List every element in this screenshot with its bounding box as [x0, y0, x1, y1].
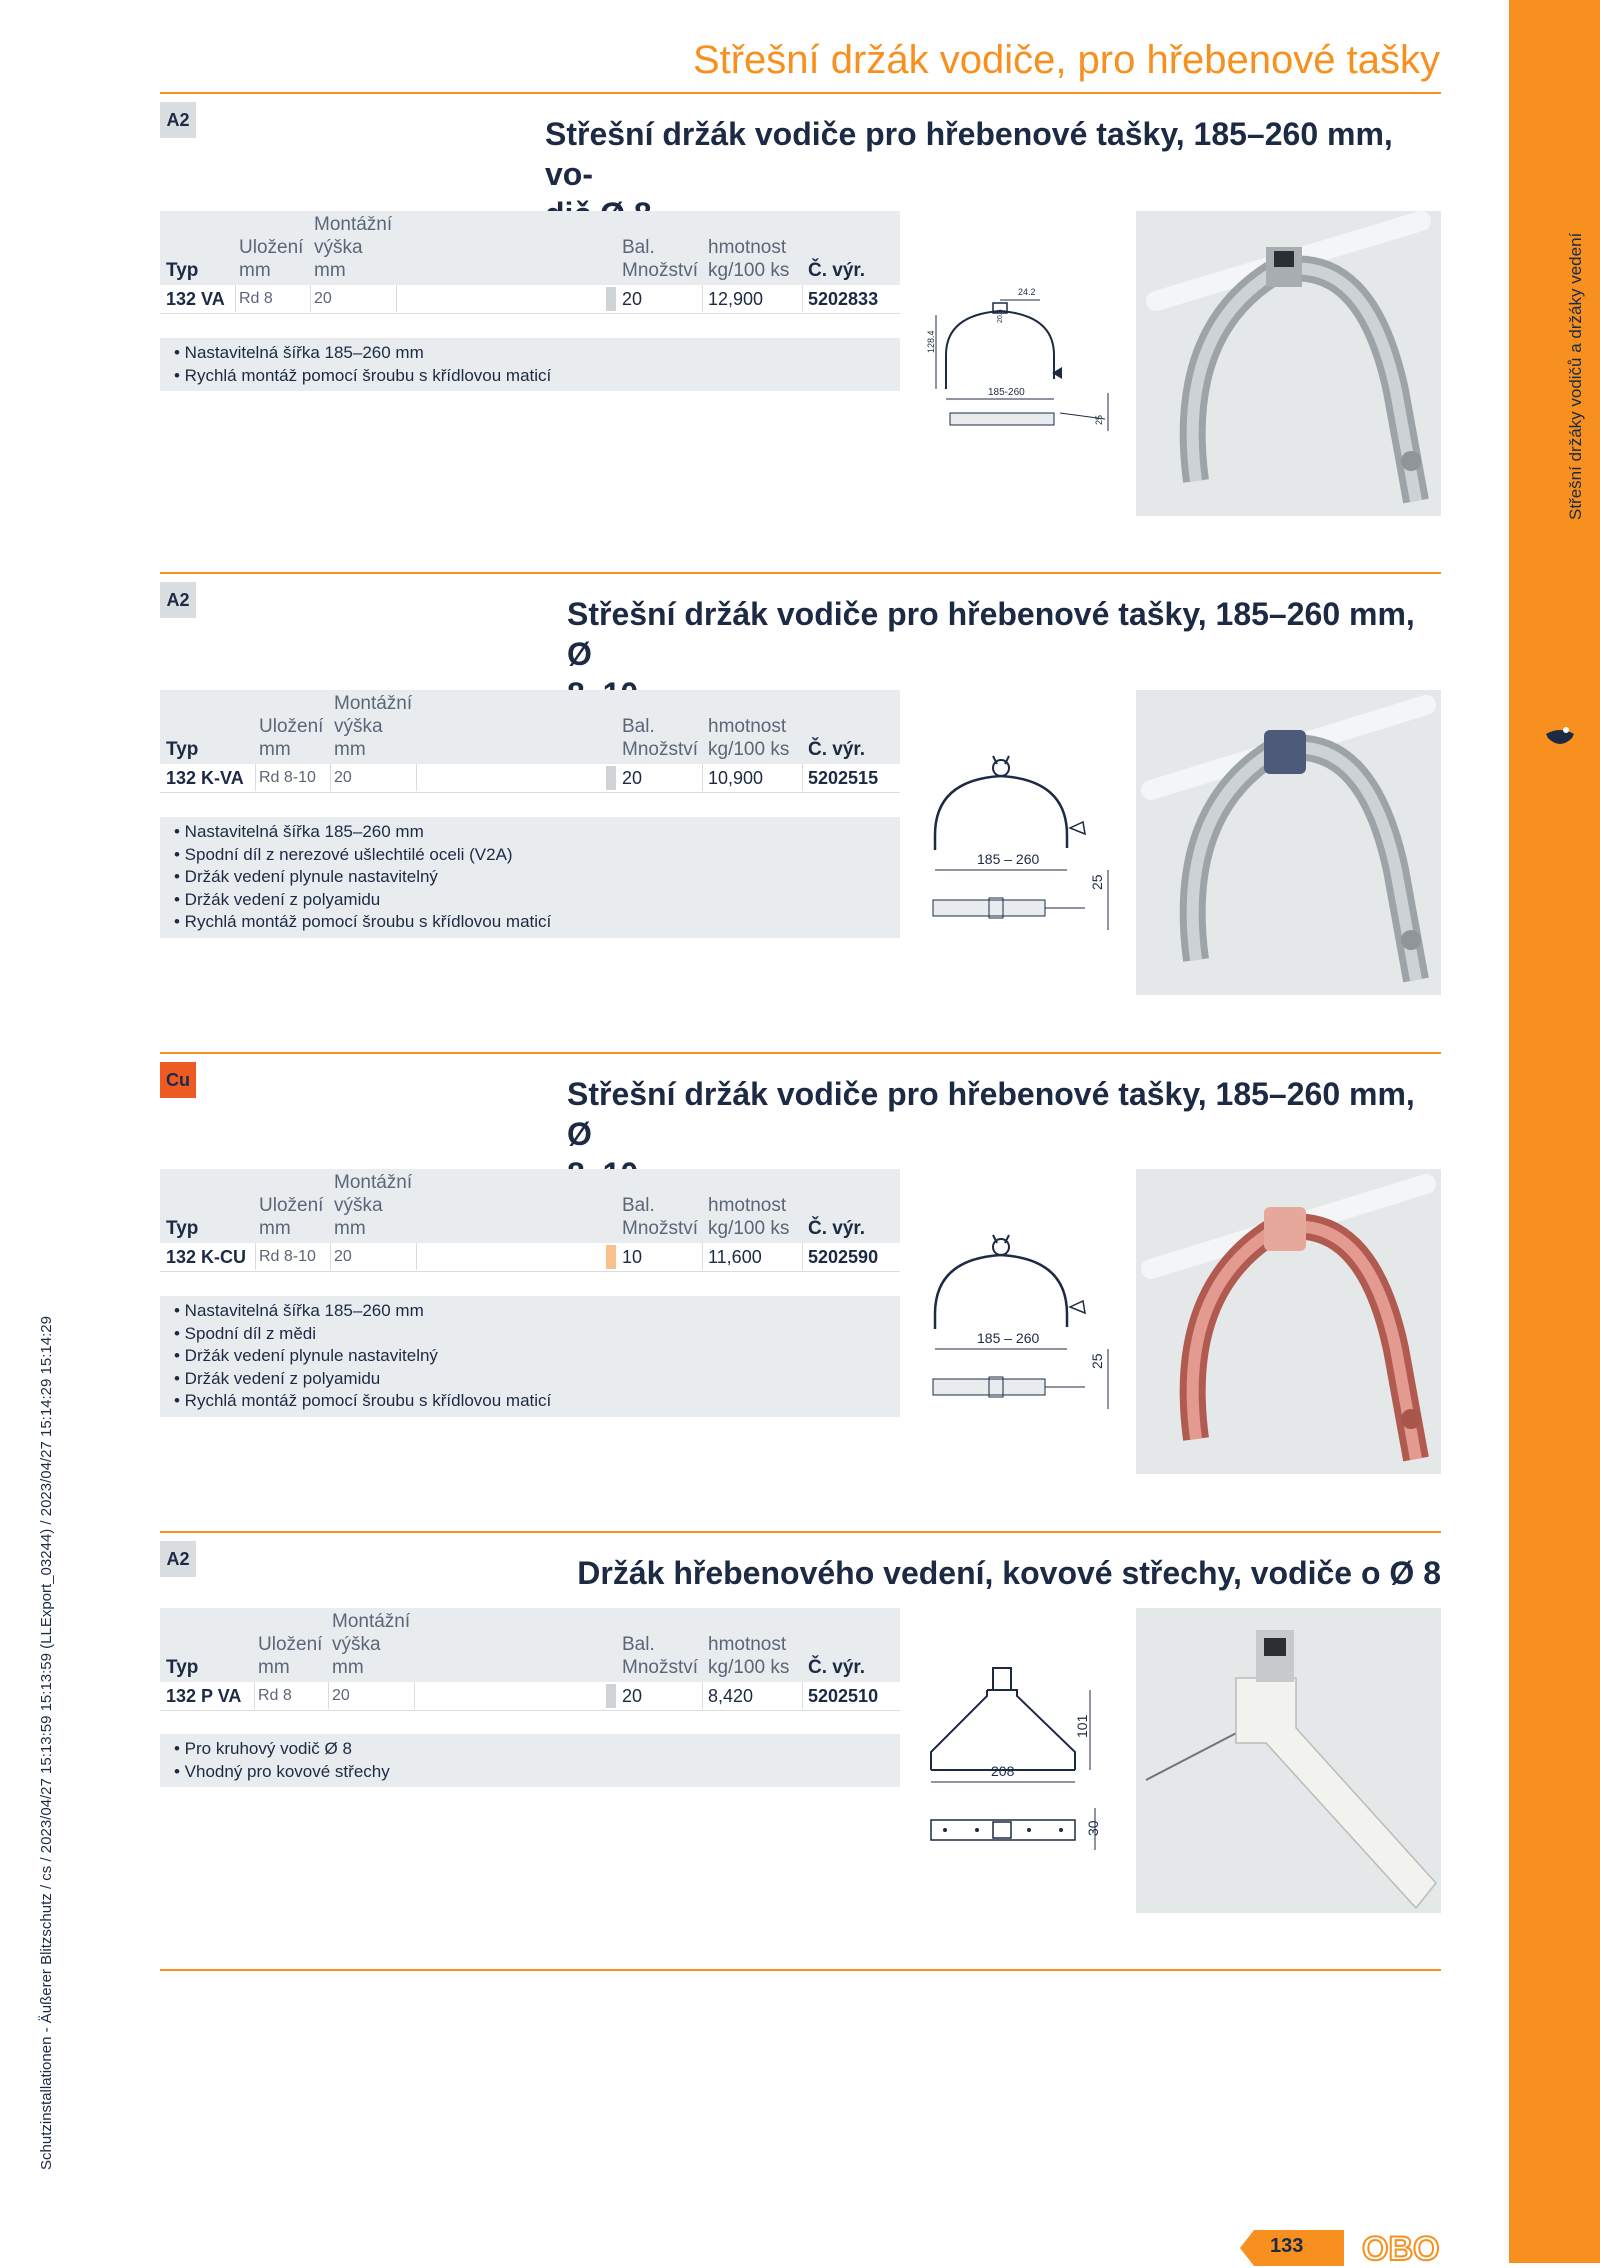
technical-drawing [925, 1219, 1125, 1419]
table-header: Montážní Uložení výška Bal. hmotnost Typ mm mm Množství kg/100 ks Č. výr. [160, 1608, 900, 1682]
product-table-2 [160, 690, 900, 793]
product-photo [1136, 690, 1441, 995]
feature-item: • Rychlá montáž pomocí šroubu s křídlovou maticí [174, 365, 552, 385]
feature-item: • Držák vedení z polyamidu [174, 889, 381, 909]
product-photo [1136, 211, 1441, 516]
product-title: Držák hřebenového vedení, kovové střechy, vodiče o Ø 8 [577, 1555, 1441, 1591]
material-marker [606, 1245, 616, 1269]
feature-item: • Rychlá montáž pomocí šroubu s křídlovou maticí [174, 912, 552, 931]
material-badge: A2 [160, 1541, 196, 1577]
table-header: Montážní Uložení výška Bal. hmotnost Typ mm mm Množství kg/100 ks Č. výr. [160, 690, 900, 764]
svg-text:25: 25 [1089, 874, 1105, 890]
page-number: 133 [1270, 2235, 1304, 2257]
section-rule [160, 1052, 1441, 1054]
product-photo [1136, 1608, 1441, 1913]
product-table-1 [160, 211, 900, 314]
material-badge: A2 [160, 102, 196, 138]
table-row: 132 P VA Rd 8 20 20 8,420 5202510 [160, 1682, 900, 1711]
svg-text:OBO: OBO [1362, 2230, 1440, 2268]
svg-text:101: 101 [1074, 1714, 1090, 1738]
material-marker [606, 287, 616, 311]
feature-item: • Nastavitelná šířka 185–260 mm [174, 822, 424, 841]
svg-text:208: 208 [991, 1763, 1015, 1779]
product-table-3 [160, 1169, 900, 1272]
table-row: 132 VA Rd 8 20 20 12,900 5202833 [160, 285, 900, 314]
table-row: 132 K-CU Rd 8-10 20 10 11,600 5202590 [160, 1243, 900, 1272]
obo-logo [1362, 2228, 1442, 2268]
feature-list [160, 338, 900, 391]
roof-holder-icon [1542, 720, 1578, 756]
product-title: Střešní držák vodiče pro hřebenové tašky, 185–260 mm, vo- [545, 116, 1393, 192]
orange-sidebar [1509, 0, 1600, 2263]
title-rule [160, 92, 1441, 94]
feature-item: • Rychlá montáž pomocí šroubu s křídlovou maticí [174, 1391, 552, 1410]
feature-list [160, 1734, 900, 1787]
feature-item: • Držák vedení plynule nastavitelný [174, 1346, 438, 1365]
feature-item: • Držák vedení z polyamidu [174, 1368, 381, 1388]
material-badge: A2 [160, 582, 196, 618]
feature-item: • Pro kruhový vodič Ø 8 [174, 1739, 352, 1758]
feature-item: • Držák vedení plynule nastavitelný [174, 867, 438, 886]
feature-item: • Spodní díl z nerezové ušlechtilé oceli (V2A) [174, 844, 513, 864]
technical-drawing [925, 1660, 1125, 1860]
export-footer: Schutzinstallationen - Äußerer Blitzschutz / cs / 2023/04/27 15:13:59 15:13:59 (LLExport_03244) / 2023/04/27 15:14:29 15:14:29 [38, 1316, 55, 2170]
svg-text:128.4: 128.4 [926, 330, 936, 353]
feature-item: • Spodní díl z mědi [174, 1323, 317, 1343]
svg-text:185 – 260: 185 – 260 [977, 1330, 1040, 1346]
sidebar-section-label: Střešní držáky vodičů a držáky vedení [1566, 232, 1585, 520]
technical-drawing [926, 275, 1130, 445]
section-rule [160, 1531, 1441, 1533]
table-header: Montážní Uložení výška Bal. hmotnost Typ mm mm Množství kg/100 ks Č. výr. [160, 1169, 900, 1243]
product-title: Střešní držák vodiče pro hřebenové tašky, 185–260 mm, Ø [567, 596, 1415, 672]
svg-text:20.5: 20.5 [997, 309, 1004, 323]
svg-text:185-260: 185-260 [988, 387, 1025, 398]
product-table-4 [160, 1608, 900, 1711]
table-row: 132 K-VA Rd 8-10 20 20 10,900 5202515 [160, 764, 900, 793]
feature-list [160, 817, 900, 938]
product-photo [1136, 1169, 1441, 1474]
material-marker [606, 1684, 616, 1708]
section-rule [160, 1969, 1441, 1971]
page-title: Střešní držák vodiče, pro hřebenové tašky [692, 38, 1440, 82]
feature-item: • Vhodný pro kovové střechy [174, 1761, 390, 1781]
product-title: Střešní držák vodiče pro hřebenové tašky, 185–260 mm, Ø [567, 1076, 1415, 1152]
table-header: Montážní Uložení výška Bal. hmotnost Typ mm mm Množství kg/100 ks Č. výr. [160, 211, 900, 285]
section-rule [160, 572, 1441, 574]
feature-list [160, 1296, 900, 1417]
svg-text:185 – 260: 185 – 260 [977, 851, 1040, 867]
svg-text:25: 25 [1089, 1353, 1105, 1369]
feature-item: • Nastavitelná šířka 185–260 mm [174, 1301, 424, 1320]
svg-text:30: 30 [1085, 1820, 1101, 1836]
material-badge: Cu [160, 1062, 196, 1098]
svg-text:25: 25 [1094, 414, 1104, 425]
technical-drawing [925, 740, 1125, 940]
feature-item: • Nastavitelná šířka 185–260 mm [174, 343, 424, 362]
material-marker [606, 766, 616, 790]
svg-text:24.2: 24.2 [1018, 287, 1036, 297]
